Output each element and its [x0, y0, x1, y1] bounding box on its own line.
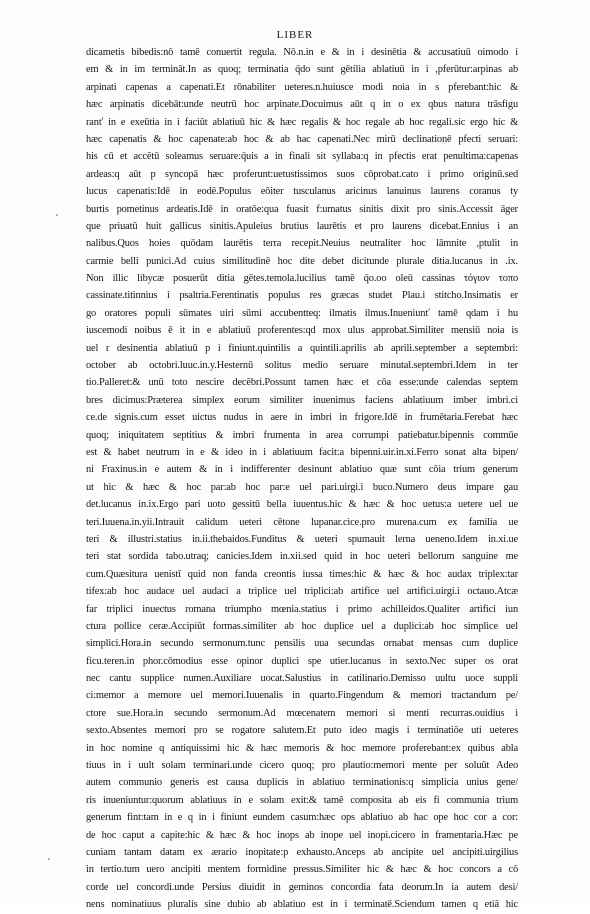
text-line: Non illic libycæ posuerūt ditia gētes.temola.lucilius tamē q̄o.oo oleū cassinas τόγιον τοπο: [86, 273, 518, 285]
text-line: in hoc nomine q antiquissimi hic & hæc memoris & hoc memore proferebant:ex quibus abla: [86, 742, 518, 754]
text-line: tifex:ab hoc audace uel audaci a triplice uel triplici:ab artifice uel artifici.uirgi.i octauo.Atcæ: [86, 586, 518, 598]
text-line: tio.Palleret:& unū toto nescire decēbri.Possunt tamen hæc et cōa esse:unde calendas septem: [86, 377, 518, 389]
text-line: ardeas:q aūt p syncopā hæc proferunt:uetustissimos suos cōprobat.cato i primo originū.sed: [86, 168, 518, 180]
text-line: ctura pollice ceræ.Accipiūt formas.similiter ab hoc duplice uel a duplici:ab hoc simplice uel: [86, 620, 518, 632]
text-line: go oratores populi sūmates uiri sūmi accubentteq: ilmatis ilmus.Inueniunť tamē qdam i hu: [86, 307, 518, 319]
page-speck: [56, 214, 58, 216]
text-line: ranť in e exeūtia in i faciūt ablatiuū hic & hæc regalis & hoc regale ab hoc regali.sic ergo hic &: [86, 116, 518, 128]
text-line: quoq; iniquitatem septitius & imbri frumenta in area corrumpi patiebatur.bipennis commūe: [86, 429, 518, 441]
text-line: que priuatū huit gallicus sinitis.Apuleius brutius laurētis et pro laurens dicebat.Ennius i an: [86, 220, 518, 232]
text-line: ci:memor a memore uel memori.Iuuenalis in quarto.Fingendum & memori tractandum pe/: [86, 690, 518, 702]
text-line: in tertio.tum uero ancipiti mentem formidine pressus.Similiter hic & hæc & hoc concors a cō: [86, 864, 518, 876]
text-line: cuniam tantam datam ex ærario inopitate:p exhausto.Anceps ab ancipite uel ancipiti.uirgilius: [86, 846, 518, 858]
page-speck: [48, 858, 50, 860]
text-line: nec cantu supplice numen.Auxiliare uocat.Salustius in catilinario.Demisso uultu uoce suppli: [86, 673, 518, 685]
text-line: de hoc caput a capite:hic & hæc & hoc inops ab inope uel inopi.cicero in framentaria.Hæc pe: [86, 829, 518, 841]
text-line: generum fint:tam in e q in i finiunt eundem casum:hæc ops ablatiuo ab hac ope hoc cor a cor:: [86, 812, 518, 824]
text-line: iuscemodi noibus ē it in e ablatiuū proferentes:qd mox ulus approbat.Similiter mensiū noia is: [86, 325, 518, 337]
text-line: autem communio generis est causa duplicis in ablatiuo terminationis:q simplicia unius gene/: [86, 777, 518, 789]
text-line: sexto.Absentes memori pro se rogatore salutem.Et puto ideo magis i terminatiōe uti ueteres: [86, 725, 518, 737]
text-line: ficu.teren.in phor.cōmodius esse opinor duplici spe utier.lucanus in sexto.Nec super os orat: [86, 655, 518, 667]
text-line: est & habet neutrum in e & ideo in i ablatiuum facit:a bipenni.uir.in.xi.Ferro sonat alta bipen/: [86, 446, 518, 458]
text-line: october ab octobri.luuc.in.y.Hesternū solitus medio seruare minutal.septembri.Idem in ter: [86, 360, 518, 372]
text-line: cassinate.titinnius i psaltria.Ferentinatis populus res græcas studet Plau.i stitcho.Insimatis er: [86, 290, 518, 302]
text-line: ni Fraxinus.in e autem & in i indifferenter desinunt ablatiuo quæ sunt cōia trium generum: [86, 464, 518, 476]
text-line: far triplici inuectus romana triumpho mœnia.statius i primo achilleidos.Qualiter artifici iun: [86, 603, 518, 615]
text-line: ris inueniuntur:quorum ablatiuus in e solam exit:& tamē composita ab eis fi communia trium: [86, 794, 518, 806]
text-line: dicametis bibedis:nō tamē conuertit regula. Nō.n.in e & in i desinētia & accusatiuū oimodo i: [86, 47, 518, 58]
text-line: ctore sue.Hora.in secundo sermonum.Ad mœcenatem memori si menti recurras.ouidius i: [86, 707, 518, 719]
text-line: em & in im termināt.In as quoq; terminatia q̄do sunt gētilia ablatiuū in i ,pferūtur:arpinas ab: [86, 64, 518, 76]
text-line: cum.Quæsitura uenistī quid non fanda creontis iussa times:hic & hæc & hoc audax triplex:tar: [86, 568, 518, 580]
text-line: lucus capenatis:Idē in eodē.Populus eōiter tusculanus aricinus lanuinus laurens coranus ty: [86, 186, 518, 198]
text-line: nens nominatiuus pluralis sine dubio ab ablatiuo est in i terminatē.Sciendum tamen q etiā hic: [86, 899, 518, 911]
text-line: det.lucanus in.ix.Ergo pari uoto gessitū bella iuuentus.hic & hæc & hoc uetus:a uetere uel ue: [86, 499, 518, 511]
text-line: corde uel concordi.unde Persius diuidit in geminos concordia fata deorum.In ia autem desi/: [86, 881, 518, 893]
text-line: teri stat sordida tabo.utraq; canicies.Idem in.xii.sed quid in hoc ueteri bellorum sanguine me: [86, 551, 518, 563]
running-head: LIBER: [276, 29, 314, 41]
text-line: ce.de signis.cum esset uictus nudus in aere in imbri in frigore.Idē in frumētaria.Ferebat hæc: [86, 412, 518, 424]
body-text: [86, 44, 518, 911]
text-line: tiuus in i uult solam terminari.unde cicero quoq; pro plautio:memori mente per soluūt Adeo: [86, 760, 518, 772]
text-line: hæc arpinatis dicebāt:unde neutrū hoc arpinate.Docuimus aūt q in o ex qbus natura trāsfigu: [86, 99, 518, 111]
text-line: teri.Iuuena.in.yii.Intrauit calidum ueteri cētone lupanar.cice.pro murena.cum ex familia ue: [86, 516, 518, 528]
text-line: uel r desinentia ablatiuū p i finiunt.quintilis a quintili.aprilis ab aprili.september a septembri:: [86, 342, 518, 354]
text-line: hæc capenatis & hoc capenate:ab hoc & ab hac capenati.Nec mirū declinationē pfecti seruari:: [86, 133, 518, 145]
text-line: bres dicimus:Præterea simplex eorum similiter inuenimus faciens ablatiuum imber imbri.ci: [86, 394, 518, 406]
text-line: nalibus.Quos hoies quōdam laurētis terra recepit.Neuius neutraliter hoc lāmnite ,ptulit in: [86, 238, 518, 250]
text-line: ut hic & hæc & hoc par:ab hoc par:e uel pari.uirgi.i buco.Numero deus impare gau: [86, 481, 518, 493]
text-line: carmie belli punici.Ad cuius similitudinē hoc dite debet dicitunde plurale ditia.lucanus in .ix.: [86, 255, 518, 267]
text-line: arpinati capenas a capenati.Et rōnabiliter ueteres.n.huiusce modi noia in s pferebant:hic &: [86, 81, 518, 93]
text-line: his cū et accētū soleamus seruare:q̄uis a in finali sit syllaba:q in pfectis erat penultima:capenas: [86, 151, 518, 163]
text-line: simplici.Hora.in secundo sermonum.tunc pensilis uua secundas ornabat mensas cum duplice: [86, 638, 518, 650]
text-line: burtis pometinus ardeatis.Idē in oratōe:qua fuasit f:umatus sinitis dixit pro sinis.Accessit āger: [86, 203, 518, 215]
text-line: teri & illustri.statius in.ii.thebaidos.Funditus & ueteri spumauit lerna ueneno.Idem in.xi.ue: [86, 533, 518, 545]
